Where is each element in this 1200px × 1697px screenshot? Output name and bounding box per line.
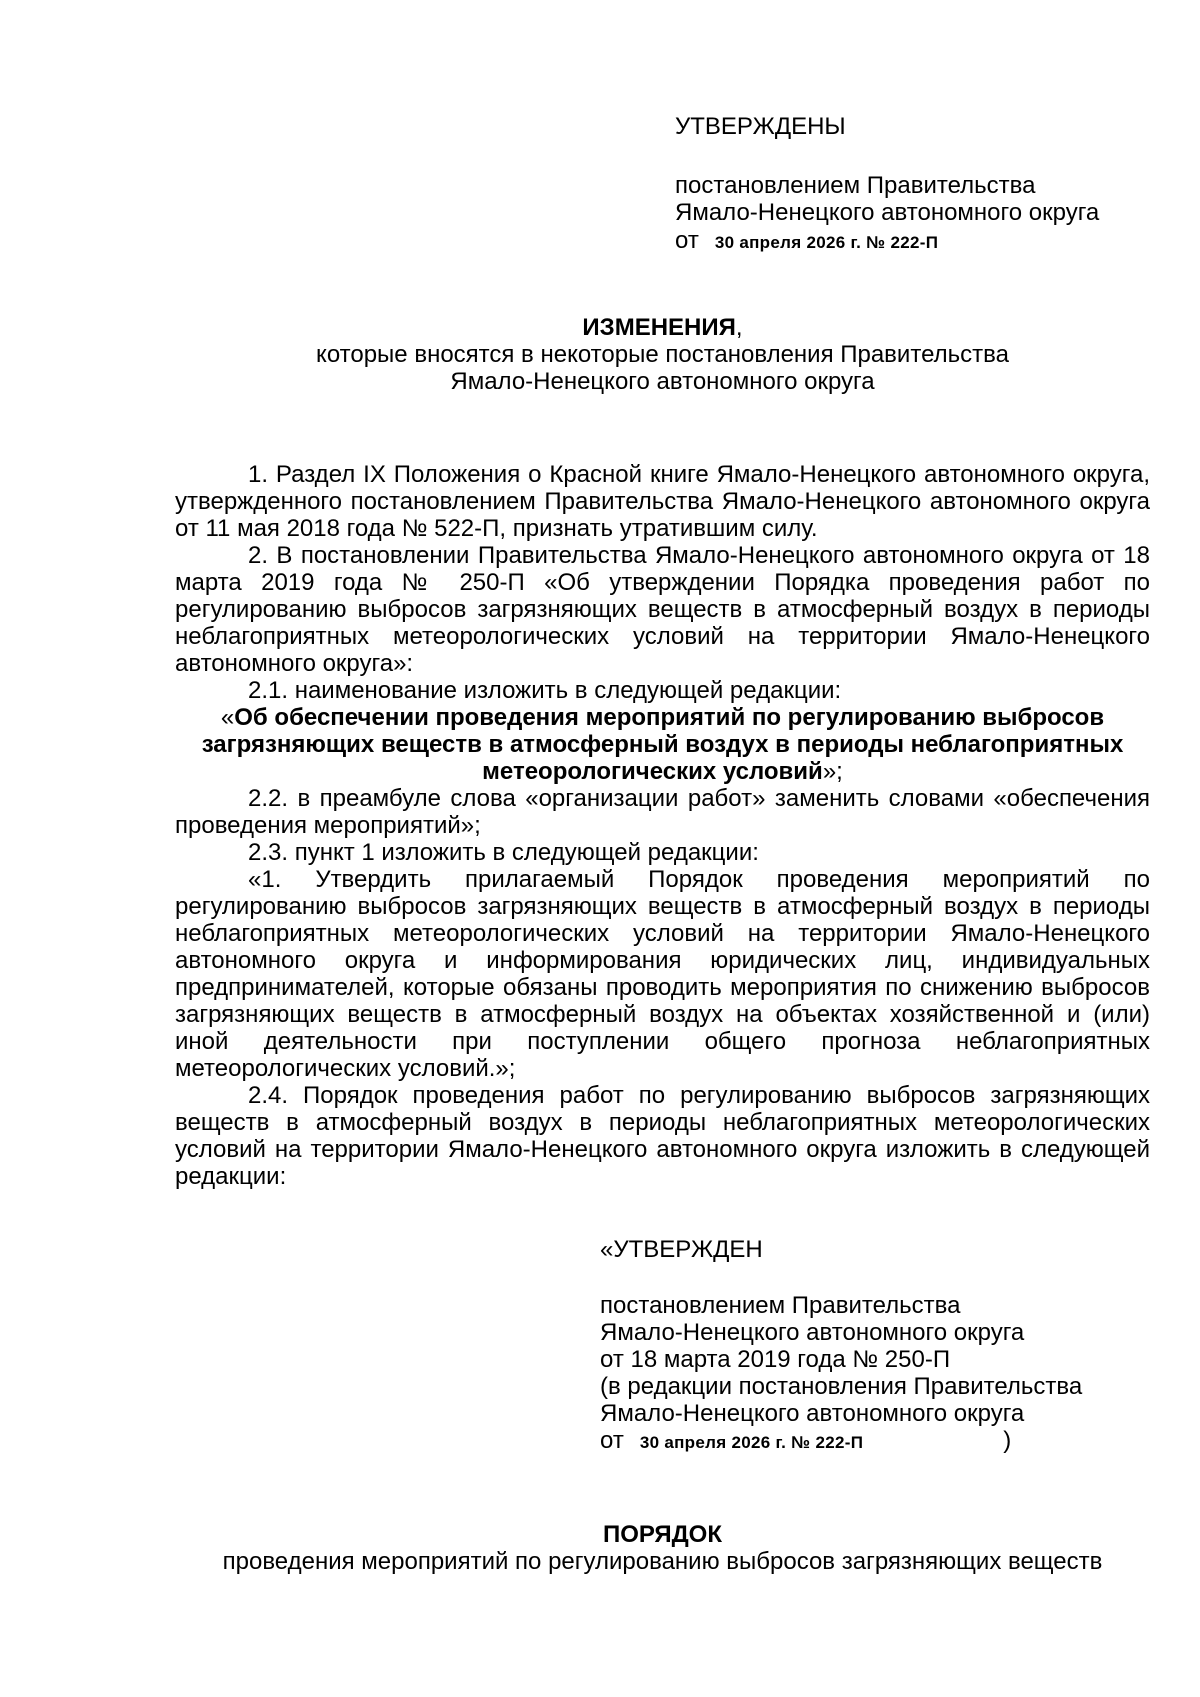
paragraph-2: 2. В постановлении Правительства Ямало-Ненецкого автономного округа от 18 марта 2019 года № 250-П «Об утверждении Порядка проведения работ по регулированию выбросов загрязняющих веществ в атмосферный воздух в периоды неблагоприятных метеорологических условий на территории Ямало-Ненецкого автономного округа»: — [175, 542, 1150, 677]
order-title: ПОРЯДОК — [603, 1521, 722, 1548]
heading-title-line — [175, 314, 1150, 341]
approval2-line-5: Ямало-Ненецкого автономного округа — [600, 1400, 1025, 1427]
approval-line-2: Ямало-Ненецкого автономного округа — [675, 199, 1100, 226]
quote-title-text: Об обеспечении проведения мероприятий по регулированию выбросов загрязняющих веществ в атмосферный воздух в периоды неблагоприятных метеорологических условий — [201, 704, 1124, 785]
approval-title: УТВЕРЖДЕНЫ — [675, 113, 846, 140]
heading-line-2: Ямало-Ненецкого автономного округа — [450, 368, 875, 395]
approval-date-stamp: 30 апреля 2026 г. № 222-П — [714, 233, 939, 252]
paragraph-2-2: 2.2. в преамбуле слова «организации работ» заменить словами «обеспечения проведения мероприятий»; — [175, 785, 1150, 839]
approval-line-1: постановлением Правительства — [675, 172, 1036, 199]
approval-date-prefix: от — [675, 227, 699, 254]
approval2-date-stamp: 30 апреля 2026 г. № 222-П — [639, 1433, 864, 1452]
approval2-title: «УТВЕРЖДЕН — [600, 1236, 763, 1263]
paragraph-1: 1. Раздел IX Положения о Красной книге Ямало-Ненецкого автономного округа, утвержденного постановлением Правительства Ямало-Ненецкого автономного округа от 11 мая 2018 года № 522-П, признать утратившим силу. — [175, 461, 1150, 542]
approval-block-2 — [600, 1236, 1140, 1456]
heading-line-1: которые вносятся в некоторые постановления Правительства — [316, 341, 1009, 368]
approval2-line-4: (в редакции постановления Правительства — [600, 1373, 1083, 1400]
document-heading — [175, 314, 1150, 395]
approval2-date-prefix: от — [600, 1427, 624, 1454]
quoted-new-title — [175, 704, 1150, 785]
document-body — [175, 461, 1150, 1190]
quote-close: »; — [822, 758, 843, 785]
paragraph-2-3: 2.3. пункт 1 изложить в следующей редакции: — [248, 839, 759, 866]
approval-date-line — [675, 227, 1175, 256]
approval2-date-line — [600, 1427, 1140, 1456]
heading-title-suffix: , — [735, 314, 743, 341]
approval2-close-paren: ) — [1003, 1427, 1012, 1454]
order-subtitle-line-1: проведения мероприятий по регулированию выбросов загрязняющих веществ — [222, 1548, 1103, 1575]
approval-block — [675, 113, 1175, 256]
approval2-line-2: Ямало-Ненецкого автономного округа — [600, 1319, 1025, 1346]
heading-title: ИЗМЕНЕНИЯ — [582, 314, 736, 341]
approval2-line-3: от 18 марта 2019 года № 250-П — [600, 1346, 951, 1373]
paragraph-2-1: 2.1. наименование изложить в следующей редакции: — [248, 677, 842, 704]
quote-open: « — [220, 704, 235, 731]
paragraph-2-3-text: «1. Утвердить прилагаемый Порядок проведения мероприятий по регулированию выбросов загрязняющих веществ в атмосферный воздух в периоды неблагоприятных метеорологических условий на территории Ямало-Ненецкого автономного округа и информирования юридических лиц, индивидуальных предпринимателей, которые обязаны проводить мероприятия по снижению выбросов загрязняющих веществ в атмосферный воздух на объектах хозяйственной и (или) иной деятельности при поступлении общего прогноза неблагоприятных метеорологических условий.»; — [175, 866, 1150, 1082]
approval2-line-1: постановлением Правительства — [600, 1292, 961, 1319]
paragraph-2-4: 2.4. Порядок проведения работ по регулированию выбросов загрязняющих веществ в атмосферный воздух в периоды неблагоприятных метеорологических условий на территории Ямало-Ненецкого автономного округа изложить в следующей редакции: — [175, 1082, 1150, 1190]
order-heading — [175, 1521, 1150, 1575]
